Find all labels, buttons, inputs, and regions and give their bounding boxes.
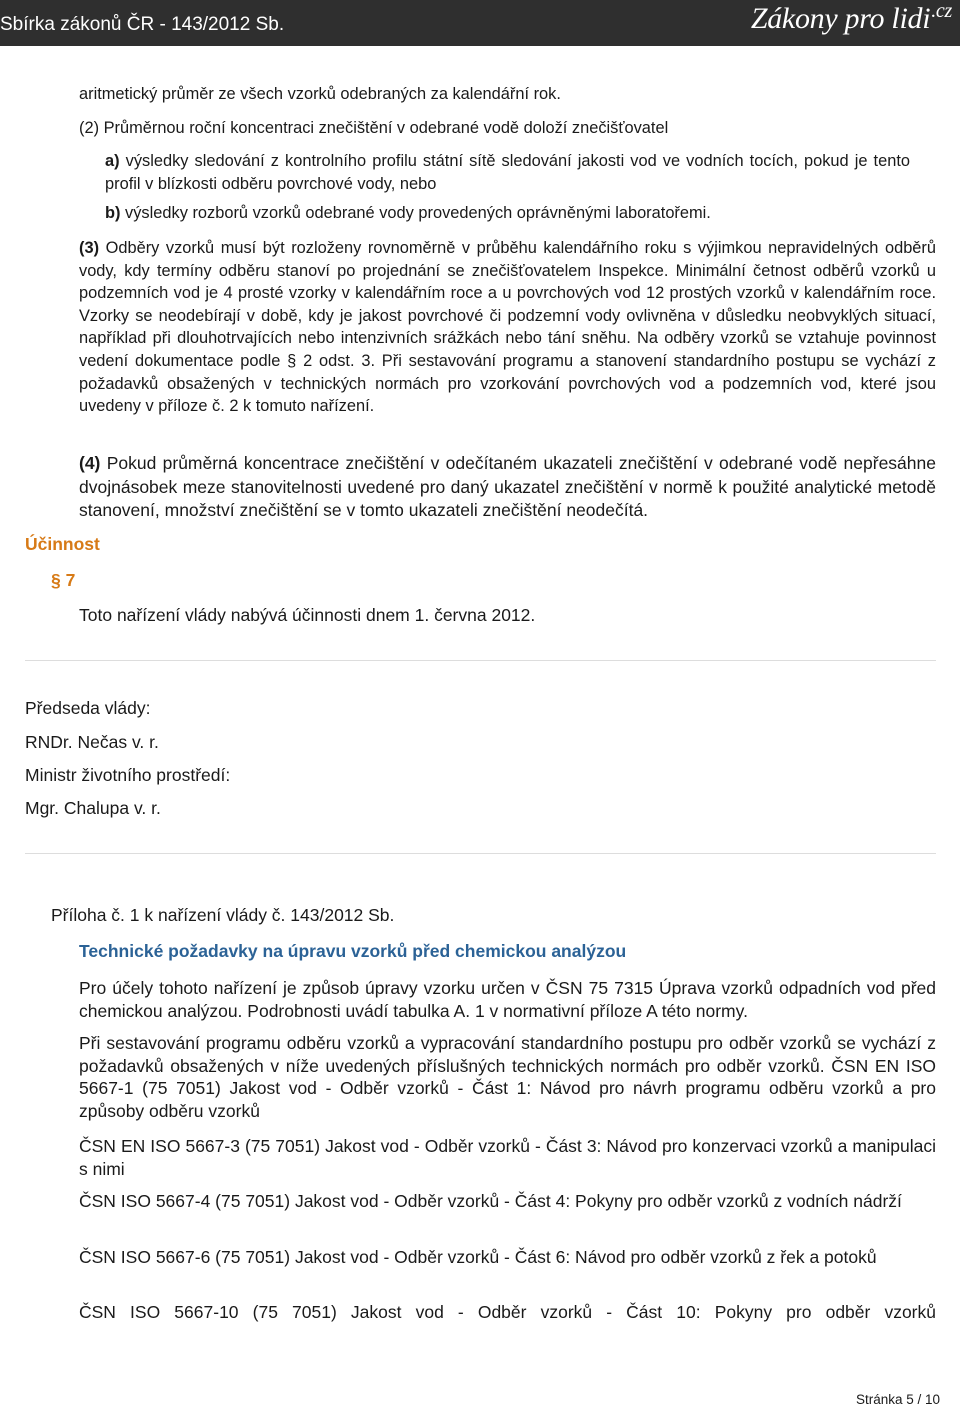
paragraph-symbol: § <box>51 570 61 590</box>
signature-role-1: Předseda vlády: <box>25 698 151 718</box>
item-a <box>105 150 910 195</box>
annex-title: Příloha č. 1 k nařízení vlády č. 143/2012 Sb. <box>51 905 395 925</box>
paragraph-marker <box>51 569 75 592</box>
annex-paragraph-6: ČSN ISO 5667-10 (75 7051) Jakost vod - Odběr vzorků - Část 10: Pokyny pro odběr vzorků <box>79 1302 936 1322</box>
annex-paragraph-5: ČSN ISO 5667-6 (75 7051) Jakost vod - Odběr vzorků - Část 6: Návod pro odběr vzorků z řek a potoků <box>79 1247 877 1267</box>
logo-tld: .cz <box>931 0 952 22</box>
item-b <box>105 202 711 225</box>
document-title: Sbírka zákonů ČR - 143/2012 Sb. <box>0 14 285 35</box>
logo-text: Zákony pro lidi <box>750 2 931 35</box>
item-a-text: výsledky sledování z kontrolního profilu státní sítě sledování jakosti vod ve vodních tocích, pokud je tento profil v blízkosti odběru povrchové vody, nebo <box>105 152 910 193</box>
signature-role-2: Ministr životního prostředí: <box>25 765 231 785</box>
annex-heading: Technické požadavky na úpravu vzorků před chemickou analýzou <box>79 941 627 961</box>
annex-paragraph-2: Při sestavování programu odběru vzorků a vypracování standardního postupu pro odběr vzorků se vychází z požadavků obsažených v níže uvedených příslušných technických normách pro odběr vzorků. ČSN EN ISO 5667-1 (75 7051) Jakost vod - Odběr vzorků - Část 1: Návod pro návrh programu odběru vzorků a pro způsoby odběru vzorků <box>79 1033 936 1121</box>
paragraph-number: 7 <box>65 570 76 590</box>
paragraph-3-text: Odběry vzorků musí být rozloženy rovnoměrně v průběhu kalendářního roku s výjimkou nepravidelných odběrů vody, kdy termíny odběru stanoví po projednání se znečišťovatelem Inspekce. Minimální četnost odběrů vzorků u podzemních vod je 4 prosté vzorky v kalendářním roce a u povrchových vod 12 prostých vzorků v kalendářním roce. Vzorky se neodebírají v době, kdy je jakost povrchové či podzemní vody ovlivněna v důsledku neobvyklých situací, například při dlouhotrvajících nebo intenzivních srážkách nebo tání sněhu. Na odběry vzorků se vztahuje povinnost vedení dokumentace podle § 2 odst. 3. Při sestavování programu a stanovení standardního postupu se vychází z požadavků obsažených v technických normách pro vzorkování povrchových vod a podzemních vod, které jsou uvedeny v příloze č. 2 k tomuto nařízení. <box>79 239 936 416</box>
divider <box>25 660 936 661</box>
section-heading: Účinnost <box>25 534 100 554</box>
paragraph-4-label: (4) <box>79 453 101 473</box>
continuation-line: aritmetický průměr ze všech vzorků odebraných za kalendářní rok. <box>79 85 561 103</box>
paragraph-2-intro: (2) Průměrnou roční koncentraci znečištění v odebrané vodě doloží znečišťovatel <box>79 119 669 137</box>
paragraph-4 <box>79 452 936 523</box>
signature-name-2: Mgr. Chalupa v. r. <box>25 798 161 818</box>
page-header <box>0 0 960 46</box>
item-b-label: b) <box>105 204 121 222</box>
paragraph-3-label: (3) <box>79 239 100 257</box>
item-a-label: a) <box>105 152 120 170</box>
paragraph-3 <box>79 237 936 418</box>
effective-date-text: Toto nařízení vlády nabývá účinnosti dnem 1. června 2012. <box>79 605 536 625</box>
site-logo[interactable] <box>751 2 952 36</box>
annex-paragraph-1: Pro účely tohoto nařízení je způsob úpravy vzorku určen v ČSN 75 7315 Úprava vzorků odpadních vod před chemickou analýzou. Podrobnosti uvádí tabulka A. 1 v normativní příloze A této normy. <box>79 978 936 1021</box>
annex-paragraph-4: ČSN ISO 5667-4 (75 7051) Jakost vod - Odběr vzorků - Část 4: Pokyny pro odběr vzorků z vodních nádrží <box>79 1191 902 1211</box>
signature-name-1: RNDr. Nečas v. r. <box>25 732 159 752</box>
divider <box>25 853 936 854</box>
annex-paragraph-3: ČSN EN ISO 5667-3 (75 7051) Jakost vod - Odběr vzorků - Část 3: Návod pro konzervaci vzorků a manipulaci s nimi <box>79 1136 936 1179</box>
paragraph-4-text: Pokud průměrná koncentrace znečištění v odečítaném ukazateli znečištění v odebrané vodě nepřesáhne dvojnásobek meze stanovitelnosti uvedené pro daný ukazatel znečištění v normě k použité analytické metodě stanovení, množství znečištění se v tomto ukazateli znečištění neodečítá. <box>79 453 936 520</box>
item-b-text: výsledky rozborů vzorků odebrané vody provedených oprávněnými laboratořemi. <box>120 204 711 222</box>
page-number: Stránka 5 / 10 <box>855 1392 940 1407</box>
